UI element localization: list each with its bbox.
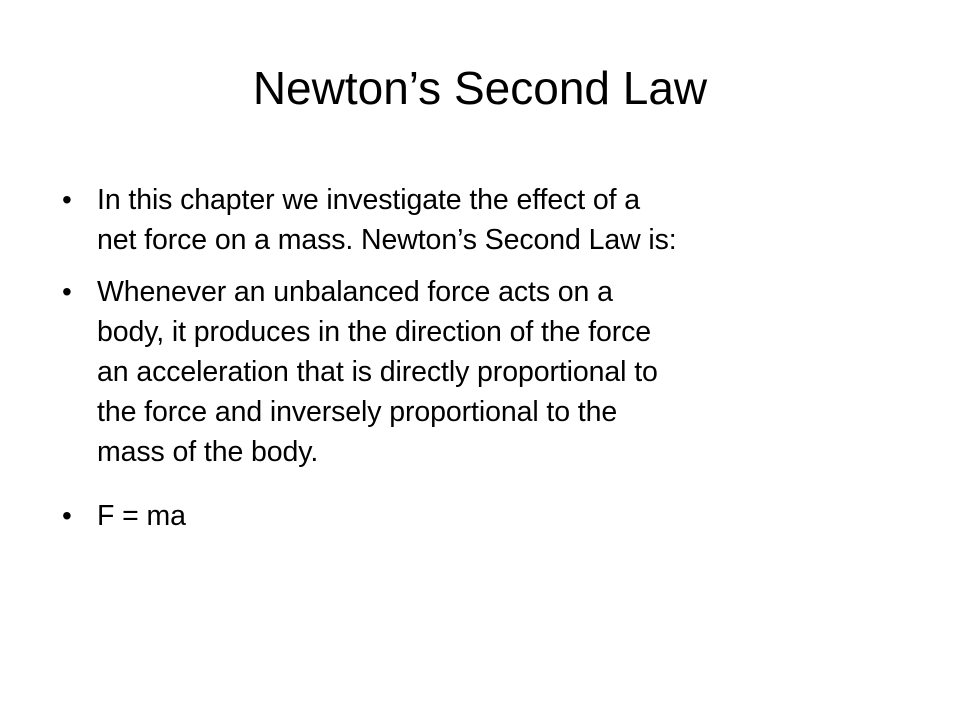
bullet-point-icon: • [62, 276, 72, 307]
bullet-text: Whenever an unbalanced force acts on a body, it produces in the direction of the force an acceleration that is directly proportional to the force and inversely proportional to the mass of the body. [97, 276, 658, 468]
bullet-item [60, 272, 905, 472]
bullet-item [60, 180, 905, 260]
bullet-item [60, 496, 905, 536]
formula-text: F = ma [97, 500, 186, 532]
bullet-text: In this chapter we investigate the effect of a net force on a mass. Newton’s Second Law is: [97, 184, 677, 256]
bullet-point-icon: • [62, 500, 72, 531]
slide-title: Newton’s Second Law [252, 62, 708, 114]
bullet-point-icon: • [62, 184, 72, 215]
bullet-list [60, 180, 905, 548]
